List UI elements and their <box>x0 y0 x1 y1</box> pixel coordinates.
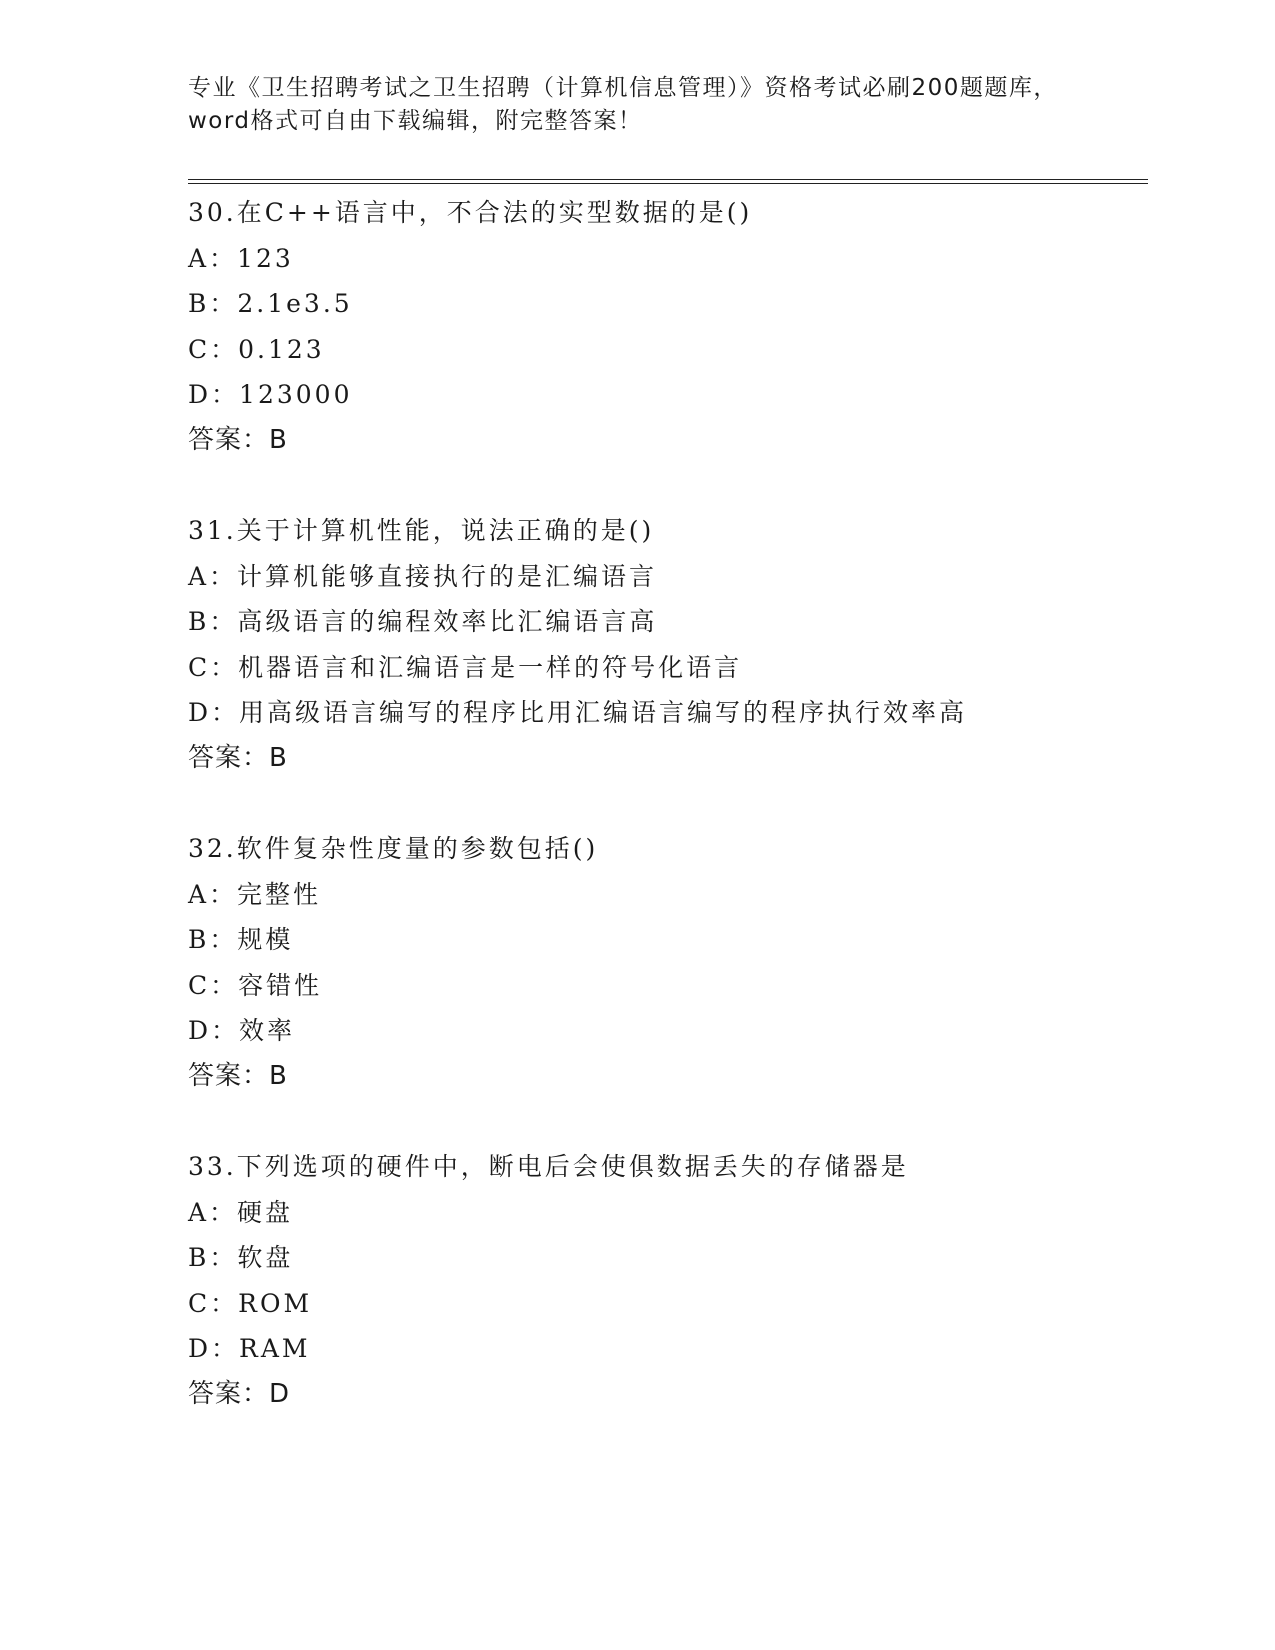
question-33 <box>188 1144 1148 1462</box>
option-d: D：效率 <box>188 1016 296 1046</box>
option-d: D：RAM <box>188 1334 311 1364</box>
question-list <box>188 190 1148 1462</box>
question-32 <box>188 826 1148 1144</box>
answer-line: 答案：B <box>188 424 288 455</box>
question-30 <box>188 190 1148 508</box>
option-a: A：123 <box>188 243 294 273</box>
header-line-1: 专业《卫生招聘考试之卫生招聘（计算机信息管理）》资格考试必刷200题题库， <box>188 75 1058 101</box>
option-d: D：用高级语言编写的程序比用汇编语言编写的程序执行效率高 <box>188 698 968 728</box>
answer-line: 答案：B <box>188 1060 288 1091</box>
option-c: C：机器语言和汇编语言是一样的符号化语言 <box>188 652 743 682</box>
question-stem: 32.软件复杂性度量的参数包括() <box>188 834 599 863</box>
question-31 <box>188 508 1148 826</box>
question-stem: 31.关于计算机性能，说法正确的是() <box>188 516 655 545</box>
option-b: B：高级语言的编程效率比汇编语言高 <box>188 607 658 637</box>
option-c: C：ROM <box>188 1288 313 1318</box>
question-stem: 33.下列选项的硬件中，断电后会使俱数据丢失的存储器是 <box>188 1152 909 1181</box>
document-header <box>188 72 1148 138</box>
option-c: C：容错性 <box>188 970 323 1000</box>
answer-line: 答案：B <box>188 742 288 773</box>
option-b: B：软盘 <box>188 1243 294 1273</box>
header-divider <box>188 179 1148 184</box>
option-a: A：硬盘 <box>188 1197 294 1227</box>
option-c: C：0.123 <box>188 334 325 364</box>
question-stem: 30.在C++语言中，不合法的实型数据的是() <box>188 198 753 227</box>
option-a: A：计算机能够直接执行的是汇编语言 <box>188 561 658 591</box>
header-line-2: word格式可自由下载编辑，附完整答案！ <box>188 108 643 134</box>
option-b: B：2.1e3.5 <box>188 289 353 319</box>
option-a: A：完整性 <box>188 879 322 909</box>
answer-line: 答案：D <box>188 1378 291 1409</box>
option-b: B：规模 <box>188 925 294 955</box>
option-d: D：123000 <box>188 380 353 410</box>
